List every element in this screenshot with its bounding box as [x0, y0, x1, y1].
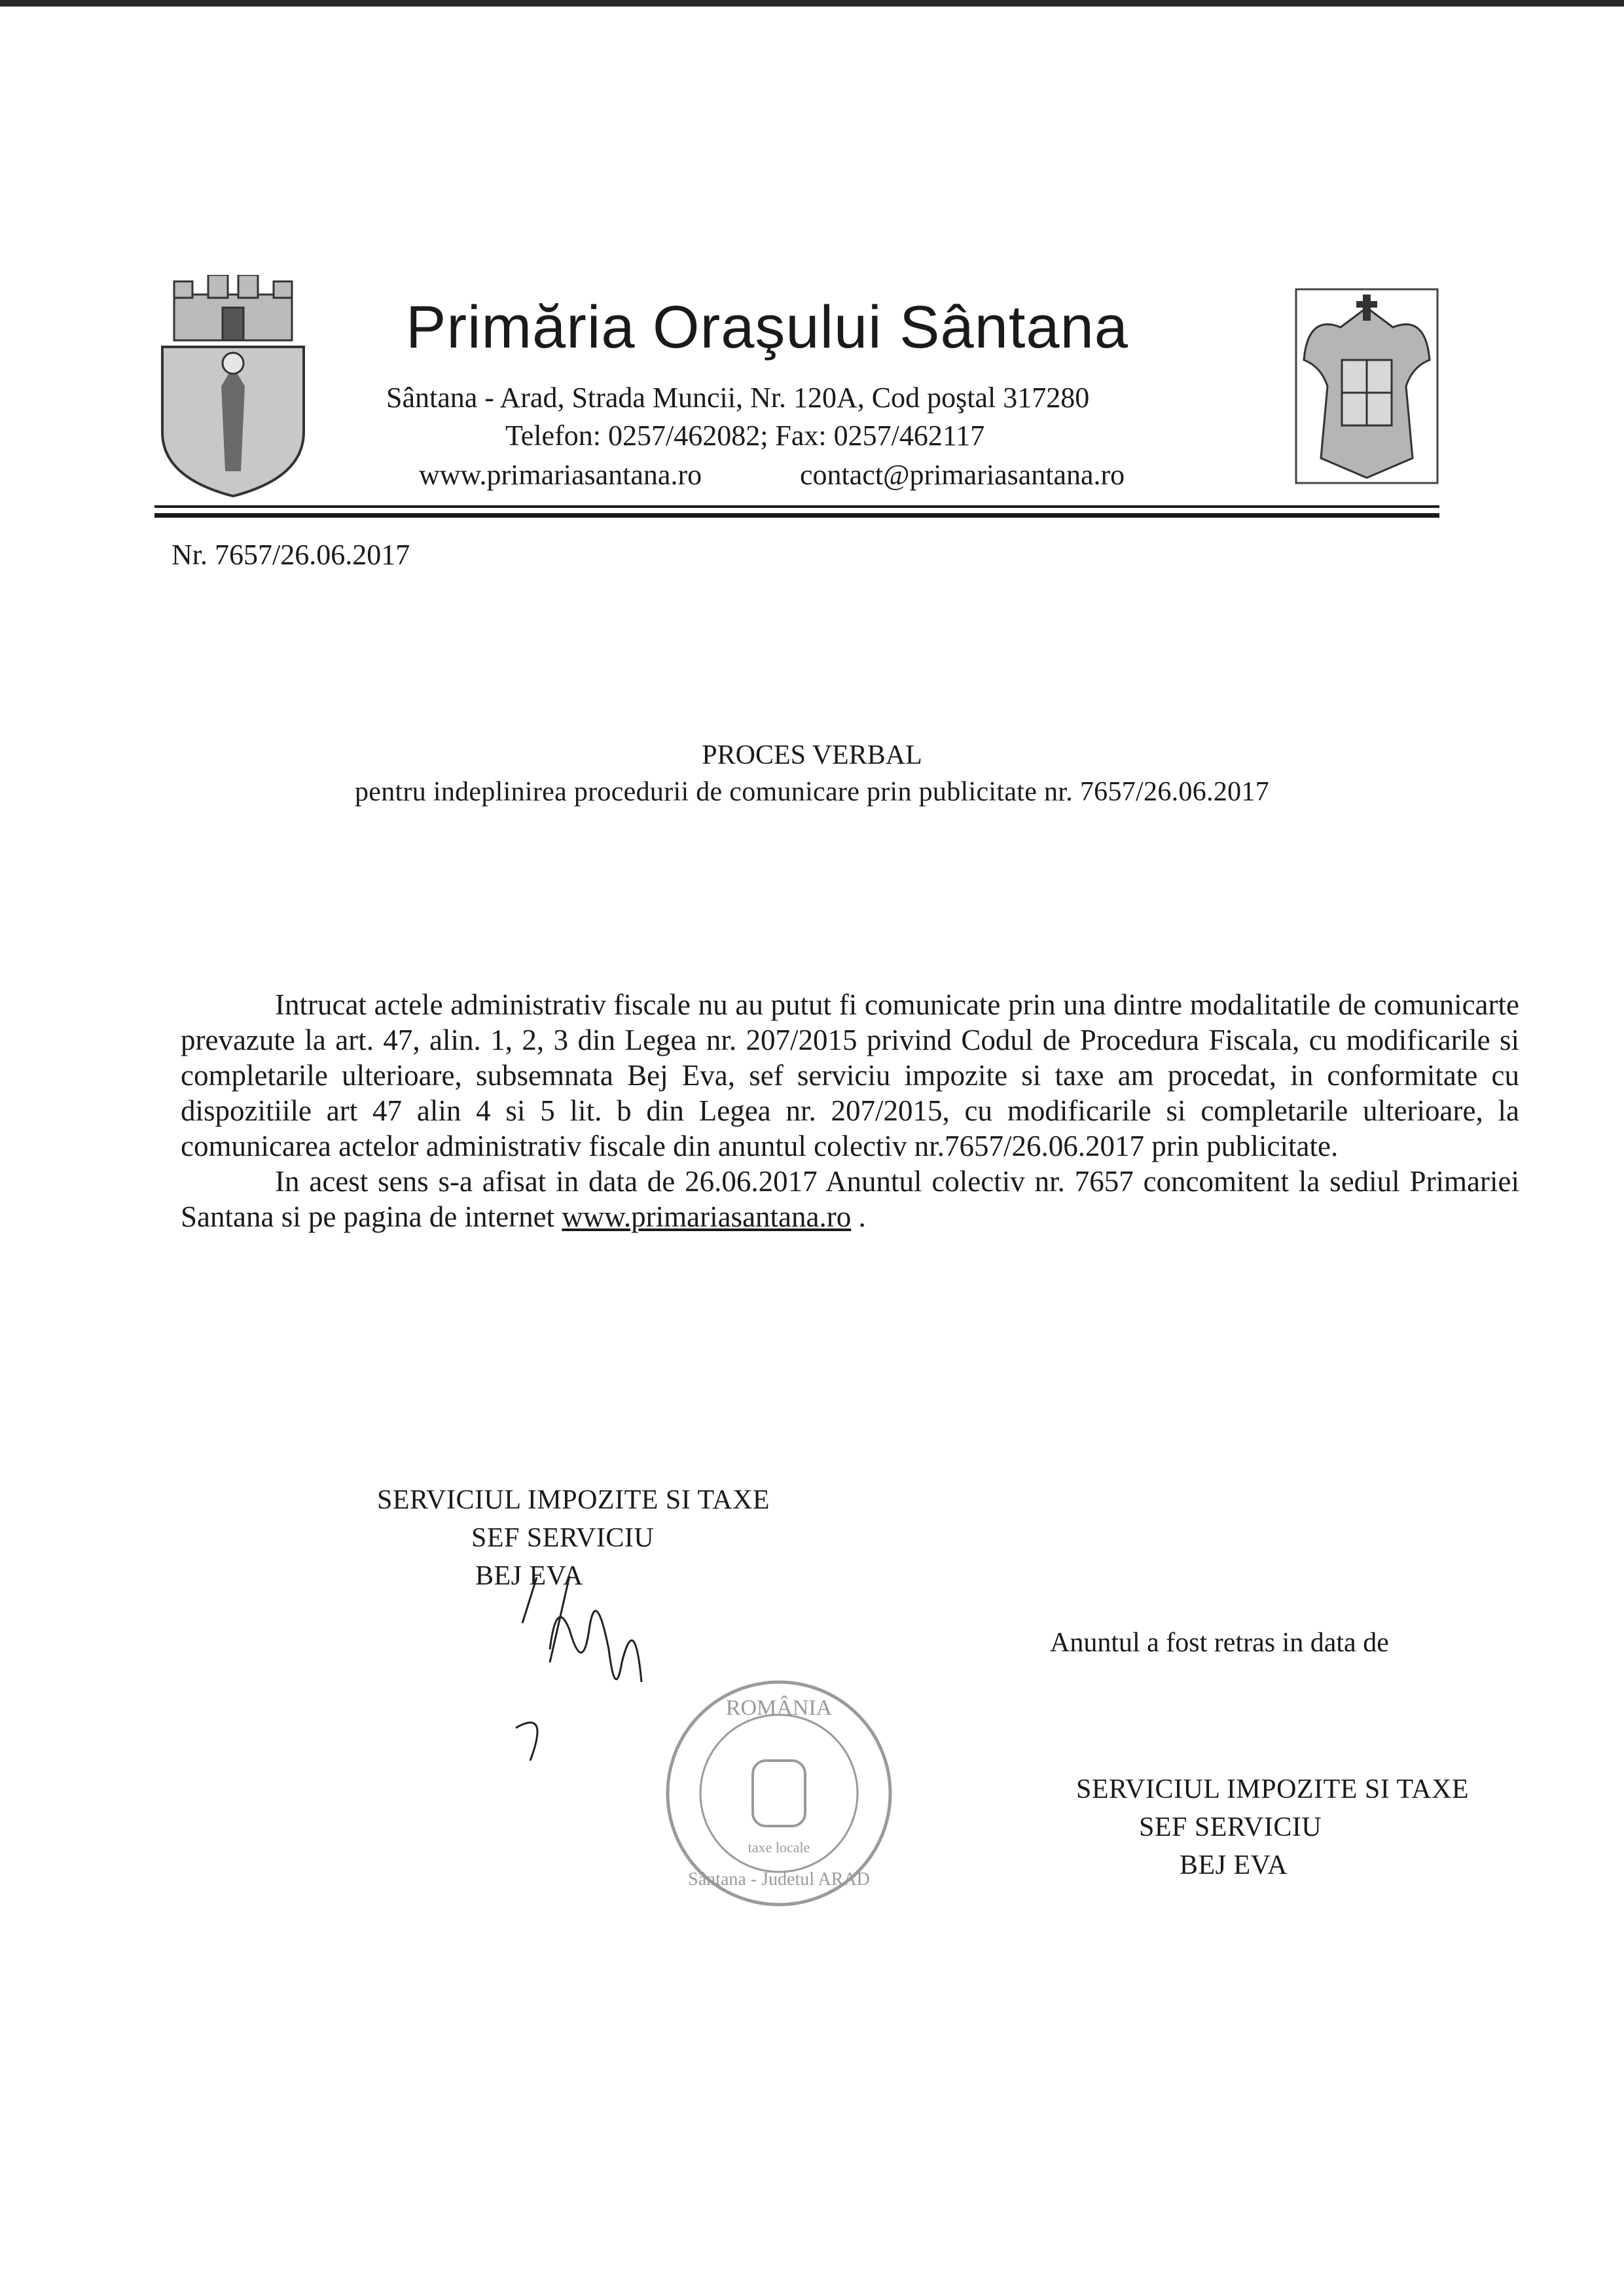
- institution-title: Primăria Oraşului Sântana: [406, 294, 1128, 361]
- body-paragraph-2: [181, 1164, 1519, 1234]
- institution-website: www.primariasantana.ro: [419, 459, 702, 491]
- body-paragraph-1: Intrucat actele administrativ fiscale nu au putut fi comunicate prin una dintre modalitatile de comunicarte prevazute la art. 47, alin. 1, 2, 3 din Legea nr. 207/2015 privind Codul de Procedura Fiscala, cu modificarile si completarile ulterioare, subsemnata Bej Eva, sef serviciu impozite si taxe am procedat, in conformitate cu dispozitiile art 47 alin 4 si 5 lit. b din Legea nr. 207/2015, cu modificarile si completarile ulterioare, la comunicarea actelor administrativ fiscale din anuntul colectiv nr.7657/26.06.2017 prin publicitate.: [181, 988, 1519, 1162]
- document-number: Nr. 7657/26.06.2017: [171, 539, 410, 571]
- header-divider-thick: [154, 513, 1439, 518]
- handwritten-signature: [511, 1571, 655, 1767]
- institution-phone-fax: Telefon: 0257/462082; Fax: 0257/462117: [505, 420, 985, 452]
- romania-coat-of-arms-icon: [1295, 288, 1439, 484]
- right-signature-department: SERVICIUL IMPOZITE SI TAXE: [1076, 1774, 1470, 1804]
- document-subheading: pentru indeplinirea procedurii de comunicare prin publicitate nr. 7657/26.06.2017: [354, 777, 1270, 807]
- left-signature-department: SERVICIUL IMPOZITE SI TAXE: [377, 1485, 770, 1515]
- stamp-inner-text: taxe locale: [748, 1839, 810, 1856]
- paragraph-2-end: .: [851, 1200, 866, 1233]
- document-body: [181, 987, 1519, 1234]
- header-divider-thin: [154, 505, 1439, 508]
- institution-email: contact@primariasantana.ro: [800, 459, 1125, 491]
- stamp-ring-text: Sântana - Judetul ARAD: [688, 1869, 870, 1890]
- official-stamp: [661, 1676, 897, 1911]
- right-signature-name: BEJ EVA: [1180, 1850, 1288, 1880]
- document-heading: PROCES VERBAL: [702, 740, 922, 770]
- paragraph-2-text: In acest sens s-a afisat in data de 26.06.2017 Anuntul colectiv nr. 7657 concomitent la sediul Primariei Santana si pe pagina de internet: [181, 1165, 1519, 1233]
- right-signature-role: SEF SERVICIU: [1139, 1812, 1322, 1842]
- website-link[interactable]: www.primariasantana.ro: [562, 1200, 852, 1233]
- left-signature-name: BEJ EVA: [475, 1561, 583, 1591]
- stamp-outer-text: ROMÂNIA: [725, 1696, 833, 1720]
- retraction-note: Anuntul a fost retras in data de: [1050, 1628, 1389, 1658]
- scan-edge: [0, 0, 1624, 7]
- left-signature-role: SEF SERVICIU: [471, 1523, 655, 1553]
- santana-coat-of-arms-icon: [154, 275, 312, 497]
- institution-address: Sântana - Arad, Strada Muncii, Nr. 120A, Cod poştal 317280: [386, 382, 1090, 414]
